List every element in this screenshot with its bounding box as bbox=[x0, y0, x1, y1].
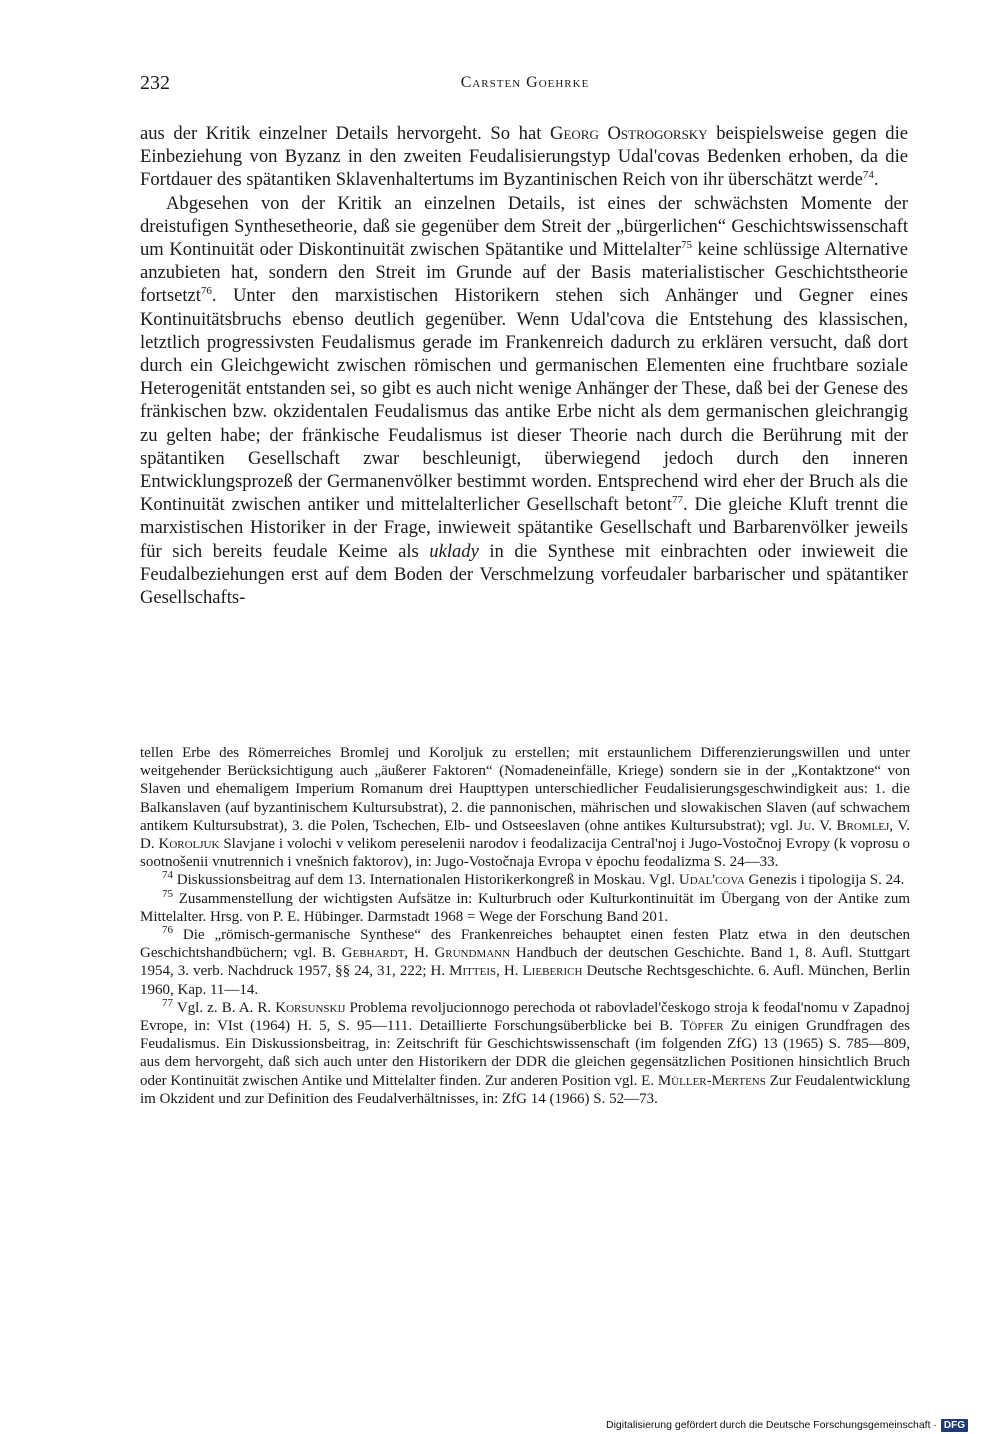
footnote-ref: 76 bbox=[200, 285, 212, 298]
footnote-ref: 75 bbox=[680, 238, 692, 251]
footnotes bbox=[140, 744, 910, 1108]
footnote-77: $^{77}$ Vgl. z. B. A. R. Korsunskij Problema revoljucionnogo perechoda ot rabovladel'českogo stroja k feodal'nomu v Zapadnoj Evrope, in: VIst (1964) H. 5, S. 95—111. Detaillierte Forschungsüberblicke bei B. Töpfer Zu einigen Grundfragen des Feudalismus. Ein Diskussionsbeitrag, in: Zeitschrift für Geschichtswissenschaft (im folgenden ZfG) 13 (1965) S. 785—809, aus dem hervorgeht, daß sich auch unter den Historikern der DDR die gleichen gegensätzlichen Positionen hinsichtlich Bruch oder Kontinuität zwischen Antike und Mittelalter finden. Zur anderen Position vgl. E. Müller-Mertens Zur Feudalentwicklung im Okzident und zur Definition des Feudalverhältnisses, in: ZfG 14 (1966) S. 52—73. bbox=[140, 996, 911, 1107]
footnote-76: $^{76}$ Die „römisch-germanische Synthese“ des Frankenreiches behauptet einen festen Platz etwa in den deutschen Geschichtshandbüchern; vgl. B. Gebhardt, H. Grundmann Handbuch der deutschen Geschichte. Band 1, 8. Aufl. Stuttgart 1954, 3. verb. Nachdruck 1957, §§ 24, 31, 222; H. Mitteis, H. Lieberich Deutsche Rechtsgeschichte. 6. Aufl. München, Berlin 1960, Kap. 11—14. bbox=[140, 924, 910, 998]
footnote-ref: 74 bbox=[862, 169, 874, 182]
paragraph-2: Abgesehen von der Kritik an einzelnen Details, ist eines der schwächsten Momente der dreistufigen Synthesetheorie, daß sie gegenüber dem Streit der „bürgerlichen“ Geschichtswissenschaft um Kontinuität oder Diskontinuität zwischen Spätantike und Mittelalter$^{75}$ keine schlüssige Alternative anzubieten hat, sondern den Streit im Grunde auf der Basis materialistischer Geschichtstheorie fortsetzt$^{76}$. Unter den marxistischen Historikern stehen sich Anhänger und Gegner eines Kontinuitätsbruchs ebenso deutlich gegenüber. Wenn Udal'cova die Entstehung des klassischen, letztlich progressivsten Feudalismus gerade im Frankenreich dadurch zu erklären versucht, daß dort durch ein Gleichgewicht zwischen römischen und germanischen Elementen eine fruchtbare soziale Heterogenität entstanden sei, so gibt es auch nicht wenige Anhänger der These, daß bei der Genese des fränkischen bzw. okzidentalen Feudalismus das antike Erbe nicht als dem germanischen gleichrangig zu gelten habe; der fränkische Feudalismus ist dieser Theorie nach durch die Berührung mit der spätantiken Gesellschaft zwar beschleunigt, überwiegend jedoch durch den inneren Entwicklungsprozeß der Germanenvölker bestimmt worden. Entsprechend wird eher der Bruch als die Kontinuität zwischen antiker und mittelalterlicher Gesellschaft betont$^{77}$. Die gleiche Kluft trennt die marxistischen Historiker in der Frage, inwieweit spätantike Gesellschaft und Barbarenvölker jeweils für sich bereits feudale Keime als uklady in die Synthese mit einbrachten oder inwieweit die Feudalbeziehungen erst auf dem Boden der Verschmelzung vorfeudaler barbarischer und spätantiker Gesellschafts- bbox=[140, 192, 908, 609]
footnote-75: $^{75}$ Zusammenstellung der wichtigsten Aufsätze in: Kulturbruch oder Kulturkontinuität im Übergang von der Antike zum Mittelalter. Hrsg. von P. E. Hübinger. Darmstadt 1968 = Wege der Forschung Band 201. bbox=[140, 887, 910, 925]
digitization-notice bbox=[606, 1417, 990, 1433]
digitization-text: Digitalisierung gefördert durch die Deutsche Forschungsgemeinschaft · bbox=[606, 1419, 937, 1431]
running-head: Carsten Goehrke bbox=[460, 74, 590, 91]
term-uklady: uklady bbox=[429, 540, 479, 562]
author-name: Georg Ostrogorsky bbox=[550, 123, 708, 144]
footnote-73-continued: tellen Erbe des Römerreiches Bromlej und Koroljuk zu erstellen; mit erstaunlichem Differenzierungswillen und unter weitgehender Berücksichtigung auch „äußerer Faktoren“ (Nomadeneinfälle, Kriege) sondern sie in der „Kontaktzone“ von Slaven und ehemaligem Imperium Romanum drei Haupttypen unterschiedlicher Feudalisierungsgeschwindigkeit aus: 1. die Balkanslaven (auf byzantinischem Kultursubstrat), 2. die pannonischen, mährischen und slowakischen Slaven (auf schwachem antikem Kultursubstrat), 3. die Polen, Tschechen, Elb- und Ostseeslaven (ohne antikes Kultursubstrat); vgl. Ju. V. Bromlej, V. D. Koroljuk Slavjane i volochi v velikom pereselenii narodov i feodalizacija Central'noj i Jugo-Vostočnoj Evropy (k voprosu o sootnošenii vnutrennich i vnešnich faktorov), in: Jugo-Vostočnaja Evropa v ėpochu feodalizma S. 24—33. bbox=[140, 745, 911, 871]
paragraph-1: aus der Kritik einzelner Details hervorgeht. So hat Georg Ostrogorsky beispielsweise gegen die Einbeziehung von Byzanz in den zweiten Feudalisierungstyp Udal'covas Bedenken erhoben, da die Fortdauer des spätantiken Sklavenhaltertums im Byzantinischen Reich von ihr überschätzt werde$^{74}$. bbox=[140, 123, 908, 191]
dfg-logo-icon: DFG bbox=[941, 1419, 968, 1432]
page-header bbox=[140, 72, 910, 102]
main-text bbox=[140, 122, 908, 609]
footnote-74: $^{74}$ Diskussionsbeitrag auf dem 13. Internationalen Historikerkongreß in Moskau. Vgl. Udal'cova Genezis i tipologija S. 24. bbox=[162, 869, 905, 889]
footnote-ref: 77 bbox=[671, 494, 683, 507]
page-number: 232 bbox=[140, 72, 170, 94]
